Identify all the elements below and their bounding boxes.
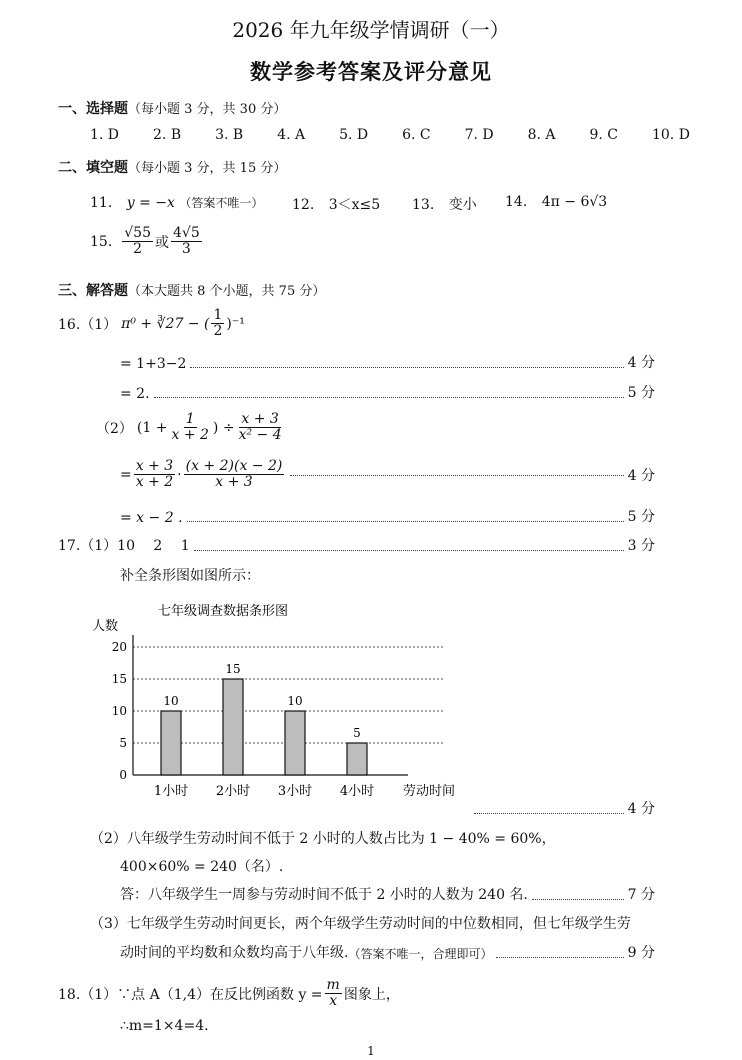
q16-step2-text: = 2.: [120, 386, 150, 402]
q18-line1-text: 18.（1）∵点 A（1,4）在反比例函数 y =: [58, 986, 323, 1003]
q16-label: 16.（1）: [58, 316, 118, 333]
q16-part1-expression: [58, 308, 245, 340]
mc-answer: 3. B: [215, 127, 244, 143]
q15-fraction2-den: 3: [181, 241, 191, 258]
mc-answer: 1. D: [90, 127, 120, 143]
q11-note: （答案不唯一）: [179, 196, 264, 210]
mc-answer: 5. D: [339, 127, 369, 143]
q16-expr-den: 2: [213, 323, 223, 340]
mc-answer: 10. D: [651, 127, 690, 143]
y-tick-label: 5: [119, 736, 127, 750]
y-tick-label: 10: [111, 704, 127, 718]
y-tick-label: 20: [111, 640, 127, 654]
fill-q14: [505, 194, 607, 210]
section1-note: （每小题 3 分，共 30 分）: [128, 102, 287, 117]
times-dot: ·: [177, 466, 182, 483]
dot-leader: [496, 956, 623, 958]
score: 4 分: [627, 801, 655, 817]
bar: [161, 711, 181, 775]
dot-leader: [290, 474, 623, 476]
q16-part2-label: （2）: [96, 420, 133, 437]
q16-p2-f2-num: x + 3: [241, 411, 279, 427]
dot-leader: [187, 520, 624, 522]
q17-chart-score: [470, 798, 655, 818]
q13-answer: 变小: [448, 197, 477, 213]
q18-line1: [58, 978, 400, 1010]
q18-line1-end: 图象上，: [343, 986, 400, 1003]
fill-q15: [90, 226, 204, 258]
section1-heading: [58, 98, 286, 118]
q14-number: 14.: [505, 194, 528, 210]
data-label: 10: [163, 694, 179, 708]
score: 9 分: [627, 945, 655, 961]
q16-p2-l1-fraction2: [184, 459, 285, 491]
q17-part1: [58, 535, 655, 555]
q16-p2-f1-den: x + 2: [171, 427, 209, 444]
q15-fraction1-den: 2: [133, 241, 143, 258]
bar: [223, 679, 243, 775]
mc-answer: 9. C: [589, 127, 619, 143]
q17-part2-line2: 400×60% = 240（名）.: [120, 859, 284, 875]
fill-q11: [90, 194, 263, 211]
x-tick-label: 3小时: [277, 784, 313, 799]
q17-part3-line1: （3）七年级学生劳动时间更长，两个年级学生劳动时间的中位数相同，但七年级学生劳: [90, 916, 631, 932]
q16-step1-text: = 1+3−2: [120, 356, 187, 372]
score: 5 分: [627, 385, 655, 401]
data-label: 5: [353, 726, 361, 740]
q15-fraction1-num: √55: [124, 225, 152, 241]
q16-step1: [120, 352, 655, 372]
q17-part3-line2: [120, 942, 655, 962]
q16-p2-f2-den: x² − 4: [238, 427, 282, 444]
bar: [285, 711, 305, 775]
q16-expr-b: )⁻¹: [226, 315, 245, 332]
score: 7 分: [627, 887, 655, 903]
x-tick-label: 2小时: [215, 784, 251, 799]
q11-number: 11.: [90, 195, 113, 211]
q17-label: 17.（1）10 2 1: [58, 538, 190, 554]
data-label: 15: [225, 662, 241, 676]
q16-p2-step2: [120, 506, 655, 526]
q16-step2: [120, 382, 655, 402]
q16-p2-step2-text: = x − 2 .: [120, 510, 183, 526]
dot-leader: [532, 898, 624, 900]
mc-answer: 7. D: [464, 127, 494, 143]
mc-answer: 4. A: [277, 127, 306, 143]
score: 4 分: [627, 467, 655, 484]
fill-q13: [412, 194, 477, 214]
dot-leader: [194, 549, 624, 551]
equals: =: [120, 466, 132, 483]
y-tick-label: 0: [119, 768, 127, 782]
q15-or: 或: [155, 234, 170, 251]
q18-line2: ∴m=1×4=4.: [120, 1018, 209, 1034]
q17-part2-answer: [120, 884, 655, 904]
x-tick-label: 1小时: [153, 784, 189, 799]
q15-fraction2: [171, 226, 202, 258]
dot-leader: [474, 812, 624, 814]
mc-answer: 2. B: [153, 127, 182, 143]
chart-title: 七年级调查数据条形图: [157, 604, 289, 619]
fill-q12: [292, 194, 380, 214]
q17-part2-line1: （2）八年级学生劳动时间不低于 2 小时的人数占比为 1 − 40% = 60%，: [90, 831, 556, 847]
q16-expr-num: 1: [213, 307, 223, 323]
q14-answer: 4π − 6√3: [541, 194, 608, 210]
score: 5 分: [627, 509, 655, 525]
score: 3 分: [627, 538, 655, 554]
q18-fraction: [325, 978, 342, 1010]
q16-p2-step1: [120, 459, 655, 491]
document-subtitle: 数学参考答案及评分意见: [250, 59, 492, 84]
q16-p2-mid: ) ÷: [212, 419, 235, 436]
section1-title: 一、选择题: [58, 101, 128, 117]
q17-part3-note: （答案不唯一，合理即可）: [348, 947, 493, 961]
score: 4 分: [627, 355, 655, 371]
q16-p2-fraction1: [169, 412, 210, 444]
mc-answer: 8. A: [527, 127, 556, 143]
q16-p2-l1-fraction1: [134, 459, 175, 491]
q16-p2-l1-f1-den: x + 2: [135, 474, 174, 491]
q12-answer: 3＜x≤5: [328, 197, 381, 213]
q16-expr-fraction: [211, 308, 224, 340]
q13-number: 13.: [412, 197, 435, 213]
section2-heading: [58, 157, 286, 177]
bar-chart: [88, 597, 488, 807]
section3-note: （本大题共 8 个小题，共 75 分）: [128, 284, 326, 299]
q15-fraction1: [122, 226, 153, 258]
y-axis-label: 人数: [92, 619, 119, 634]
document-title: 2026 年九年级学情调研（一）: [232, 18, 510, 42]
section2-title: 二、填空题: [58, 160, 128, 176]
bar: [347, 743, 367, 775]
q16-expr-a: π⁰ + ∛27 − (: [121, 315, 210, 332]
q12-number: 12.: [292, 197, 315, 213]
q18-fraction-den: x: [329, 993, 338, 1010]
dot-leader: [154, 396, 624, 398]
q16-part2-expression: [96, 412, 286, 444]
page-number: 1: [367, 1044, 375, 1058]
q16-p2-fraction2: [237, 412, 284, 444]
q16-p2-l1-f2-num: (x + 2)(x − 2): [185, 458, 283, 474]
dot-leader: [190, 366, 623, 368]
q16-p2-f1-num: 1: [185, 411, 195, 427]
q16-p2-l1-f2-den: x + 3: [215, 474, 253, 491]
data-label: 10: [287, 694, 303, 708]
q17-part2-answer-text: 答：八年级学生一周参与劳动时间不低于 2 小时的人数为 240 名.: [120, 887, 528, 903]
x-tick-label: 4小时: [339, 784, 375, 799]
section3-title: 三、解答题: [58, 283, 128, 299]
q17-part3-text: 动时间的平均数和众数均高于八年级.: [120, 945, 349, 961]
section2-note: （每小题 3 分，共 15 分）: [128, 161, 287, 176]
x-axis-label: 劳动时间: [403, 784, 456, 799]
q17-fill-text: 补全条形图如图所示：: [120, 568, 260, 584]
q16-p2-open: (1 +: [136, 419, 168, 436]
y-tick-label: 15: [111, 672, 127, 686]
q18-fraction-num: m: [326, 977, 340, 993]
q15-number: 15.: [90, 233, 113, 250]
mc-answer: 6. C: [402, 127, 431, 143]
section3-heading: [58, 280, 325, 300]
section1-answers: [90, 127, 690, 143]
q16-p2-l1-f1-num: x + 3: [135, 458, 174, 474]
q11-answer: y = −x: [126, 195, 175, 211]
q15-fraction2-num: 4√5: [173, 225, 200, 241]
